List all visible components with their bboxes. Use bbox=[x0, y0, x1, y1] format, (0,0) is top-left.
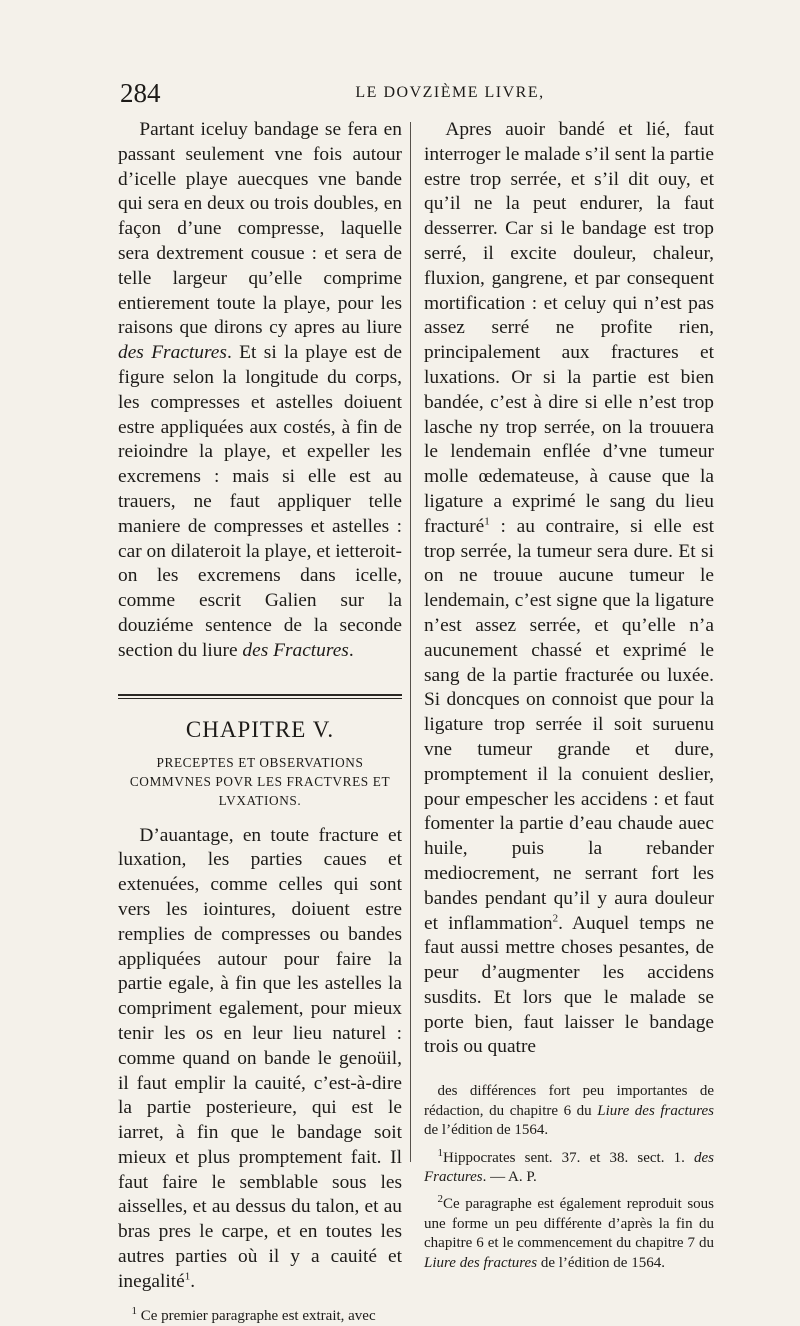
footnote-marker: 1 bbox=[484, 515, 490, 528]
page-number: 284 bbox=[120, 78, 161, 108]
right-paragraph-1: Apres auoir bandé et lié, faut interroger le malade s’il sent la partie estre trop serrée, et s’il dit ouy, et qu’il ne la peut endurer, la faut desserrer. Car si le bandage est trop serré, il excite douleur, chaleur, fluxion, gangrene, et par consequent mortification : et celuy qui n’est pas assez serré ne profite rien, principalement aux fractures et luxations. Or si la partie est bien bandée, c’est à dire si elle n’est trop lasche ny trop serrée, on la trouuera le lendemain enflée d’vne tumeur molle œdemateuse, à cause que la ligature a exprimé le sang du lieu fracturé$^1$ : au contraire, si elle est trop serrée, la tumeur sera dure. Et si on ne trouue aucune tumeur le lendemain, c’est signe que la ligature n’est assez serrée, et qu’elle n’a aucunement chassé et exprimé le sang de la partie fracturée ou luxée. Si doncques on connoist que pour la ligature trop serrée il soit suruenu vne tumeur grande et dure, promptement il la conuient deslier, pour empescher les accidens : et faut fomenter la partie d’eau chaude auec huile, puis la rebander mediocrement, ne serrant fort les bandes pendant qu’il y aura douleur et inflammation$^2$. Auquel temps ne faut aussi mettre choses pesantes, de peur d’augmenter les accidens susdits. Et lors que le malade se porte bien, faut laisser le bandage trois ou quatre bbox=[424, 119, 714, 1058]
footnote-continuation: des différences fort peu importantes de rédaction, du chapitre 6 du Liure des fractures de l’édition de 1564. bbox=[424, 1083, 714, 1139]
footnote: $^1$Hippocrates sent. 37. et 38. sect. 1. des Fractures. — A. P. bbox=[424, 1146, 714, 1185]
right-column bbox=[424, 118, 714, 1273]
left-paragraph-2: D’auantage, en toute fracture et luxation, les parties caues et extenuées, comme celles qui sont vers les iointures, doiuent estre remplies de compresses ou bandes appliquées autour pour faire la partie egale, à fin que les astelles la compriment egalement, pour mieux tenir les os en leur lieu naturel : comme quand on bande le genoüil, il faut emplir la cauité, c’est-à-dire la partie posterieure, qui est le iarret, à fin que le bandage soit mieux et plus promptement fait. Il faut faire le semblable sous les aisselles, et au dessus du talon, et au bras pres le carpe, et en toutes les autres parties où il y a cauité et inegalité$^1$. bbox=[118, 824, 402, 1292]
footnote-marker: 1 bbox=[184, 1270, 191, 1283]
left-paragraph-1: Partant iceluy bandage se fera en passant seulement vne fois autour d’icelle playe auecques vne bande qui sera en deux ou trois doubles, en façon d’une compresse, laquelle sera dextrement cousue : et sera de telle largeur qu’elle comprime entierement toute la playe, pour les raisons que dirons cy apres au liure des Fractures. Et si la playe est de figure selon la longitude du corps, les compresses et astelles doiuent estre appliquées aux costés, à fin de reioindre la playe, et expeller les excremens : mais si elle est au trauers, ne faut appliquer telle maniere de compresses et astelles : car on dilateroit la playe, et ietteroit-on les excremens dans icelle, comme escrit Galien sur la douziéme sentence de la seconde section du liure des Fractures. bbox=[118, 119, 402, 661]
chapter-rule bbox=[118, 694, 402, 699]
chapter-title: CHAPITRE V. bbox=[185, 716, 335, 742]
right-footnotes bbox=[424, 1082, 714, 1273]
footnote: $^1$ Ce premier paragraphe est extrait, avec bbox=[131, 1304, 376, 1324]
running-title: LE DOVZIÈME LIVRE, bbox=[355, 84, 545, 101]
left-column bbox=[118, 118, 402, 1326]
chapter-subtitle: PRECEPTES ET OBSERVATIONS COMMVNES POVR LES FRACTVRES ET LVXATIONS. bbox=[129, 754, 391, 808]
column-divider bbox=[410, 122, 411, 1162]
left-footnotes bbox=[118, 1304, 402, 1326]
footnote-marker: 2 bbox=[552, 912, 559, 925]
page-header bbox=[120, 78, 710, 112]
footnote: $^2$Ce paragraphe est également reproduit sous une forme un peu différente d’après la fin du chapitre 6 et le commencement du chapitre 7 du Liure des fractures de l’édition de 1564. bbox=[424, 1193, 714, 1271]
